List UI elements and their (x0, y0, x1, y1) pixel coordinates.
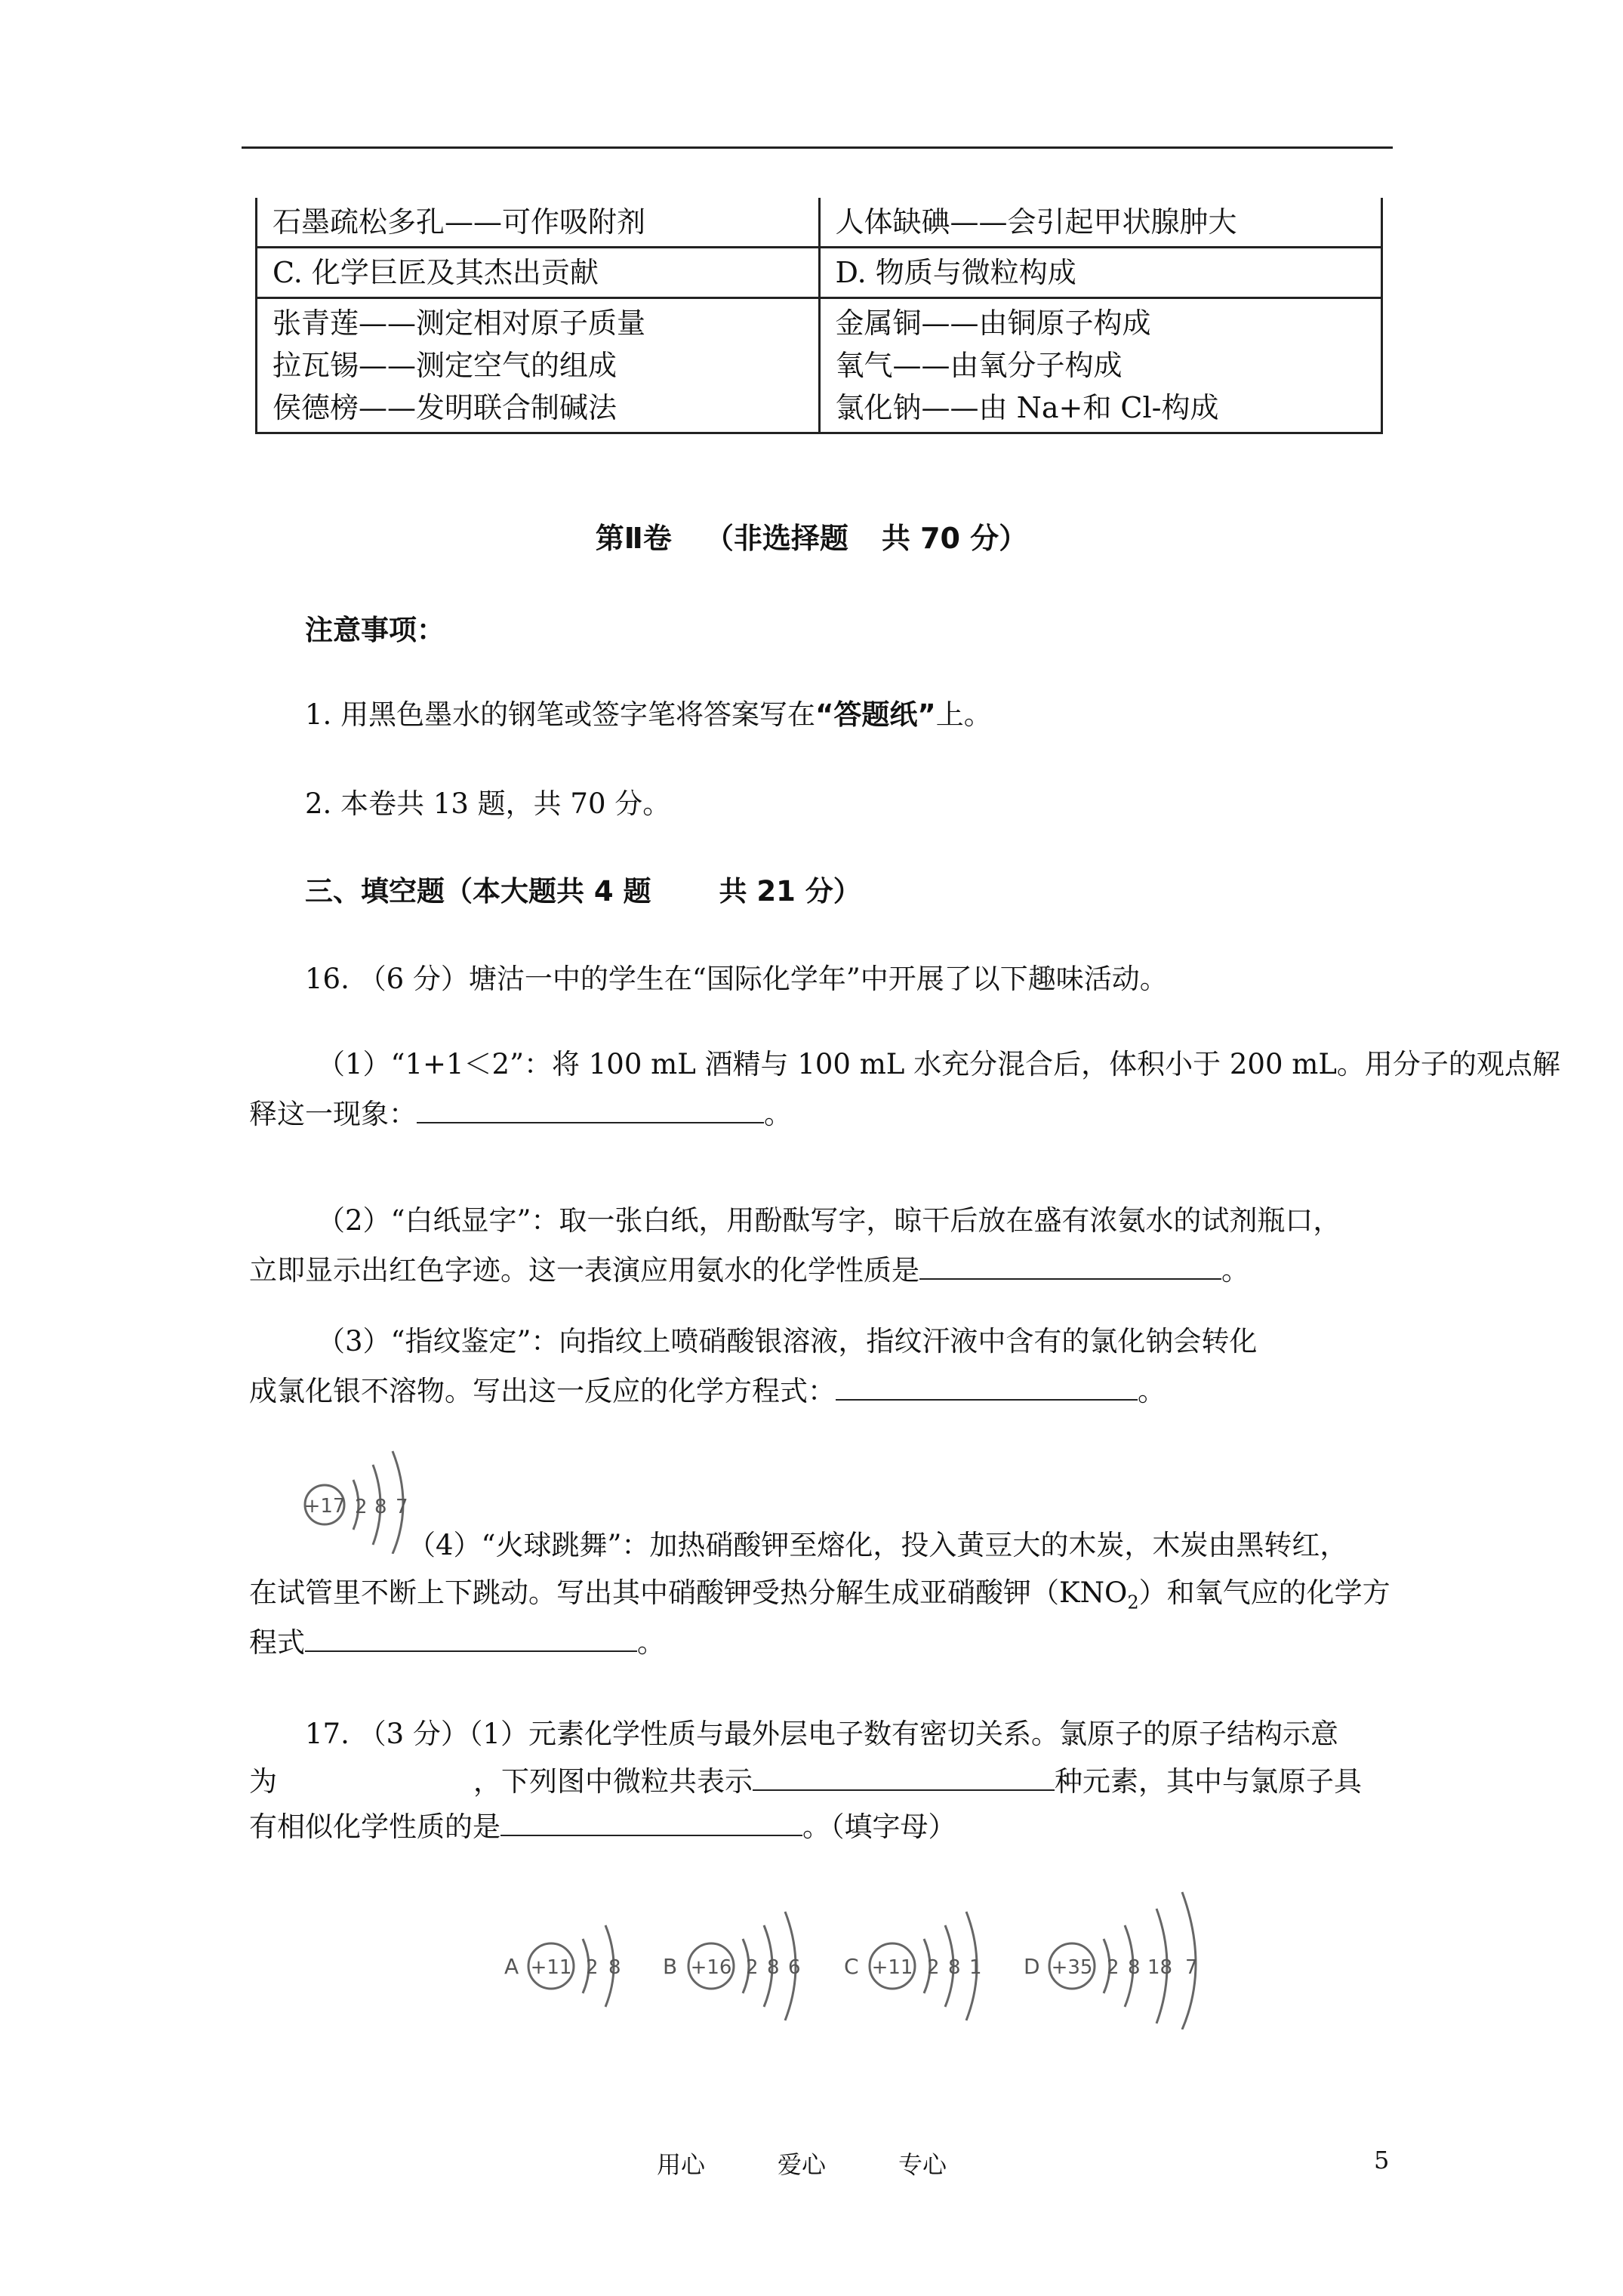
table-row (257, 298, 1382, 433)
shell-electrons: 8 (608, 1956, 621, 1979)
footer-word: 爱心 (778, 2150, 827, 2179)
nucleus-charge: +11 (871, 1956, 913, 1979)
particle-label: D (1024, 1954, 1040, 1979)
question-text: 程式 (249, 1626, 305, 1659)
table-text: 氯化钠——由 Na+和 Cl-构成 (835, 391, 1219, 424)
table-cell (819, 248, 1382, 298)
page-number: 5 (1374, 2146, 1390, 2174)
particle-label: C (844, 1954, 859, 1979)
q16-part4-line2 (249, 1574, 1390, 1621)
answer-blank[interactable] (753, 1761, 1055, 1791)
answer-blank[interactable] (417, 1093, 764, 1123)
notice-text: 上。 (935, 698, 992, 731)
question-text: 成氯化银不溶物。写出这一反应的化学方程式： (249, 1375, 836, 1407)
shell-electrons: 8 (948, 1956, 961, 1979)
particle-d (1024, 1892, 1198, 2029)
shell-electrons: 7 (396, 1496, 408, 1518)
notice-item-2: 2. 本卷共 13 题，共 70 分。 (305, 787, 671, 820)
notice-item-1 (305, 696, 992, 734)
particle-diagrams (483, 1886, 1238, 2029)
q16-part3-line1: （3）“指纹鉴定”：向指纹上喷硝酸银溶液，指纹汗液中含有的氯化钠会转化 (317, 1325, 1258, 1358)
answer-blank[interactable] (919, 1250, 1221, 1280)
question-text: 在试管里不断上下跳动。写出其中硝酸钾受热分解生成亚硝酸钾（KNO (249, 1576, 1128, 1609)
nucleus-charge: +35 (1051, 1956, 1093, 1979)
q16-part1-line2 (249, 1093, 792, 1133)
table-row (257, 248, 1382, 298)
table-text: 人体缺碘——会引起甲状腺肿大 (835, 205, 1237, 239)
shell-electrons: 1 (969, 1956, 982, 1979)
shell-electrons: 8 (1128, 1956, 1141, 1979)
shell-electrons: 7 (1185, 1956, 1198, 1979)
shell-electrons: 8 (374, 1496, 387, 1518)
period: 。 (1138, 1375, 1166, 1407)
shell-electrons: 6 (788, 1956, 801, 1979)
question-text: 释这一现象： (249, 1098, 417, 1130)
nucleus-charge: +11 (530, 1956, 572, 1979)
table-text: 石墨疏松多孔——可作吸附剂 (273, 205, 646, 239)
table-text: 张青莲——测定相对原子质量 (273, 307, 646, 340)
question-text: 为 (249, 1765, 277, 1798)
q16-part4-line3 (249, 1622, 665, 1662)
part-type: （非选择题 (704, 522, 848, 555)
q16-part4-line1: （4）“火球跳舞”：加热硝酸钾至熔化，投入黄豆大的木炭，木炭由黑转红， (408, 1529, 1348, 1561)
nucleus-charge: +17 (303, 1495, 346, 1518)
notice-title: 注意事项： (305, 614, 445, 646)
q16-part1-line1: （1）“1+1＜2”：将 100 mL 酒精与 100 mL 水充分混合后，体积小于 200 mL。用分子的观点解 (317, 1048, 1560, 1080)
answer-blank[interactable] (305, 1622, 637, 1652)
table-cell (257, 298, 820, 433)
question-text: 立即显示出红色字迹。这一表演应用氨水的化学性质是 (249, 1254, 919, 1287)
section-heading (0, 515, 1623, 556)
table-cell (257, 198, 820, 248)
q17-line2 (249, 1761, 1362, 1801)
footer-word: 用心 (657, 2150, 706, 2179)
option-d-header: D. 物质与微粒构成 (835, 256, 1076, 289)
table-text: 拉瓦锡——测定空气的组成 (273, 349, 617, 382)
section3-score: 共 21 分） (719, 875, 861, 908)
nucleus-charge: +16 (690, 1956, 732, 1979)
page-footer (657, 2146, 1019, 2180)
section3-title (305, 873, 861, 911)
shell-electrons: 2 (355, 1496, 368, 1518)
table-cell (257, 248, 820, 298)
q17-line1: 17. （3 分）（1）元素化学性质与最外层电子数有密切关系。氯原子的原子结构示意 (305, 1718, 1338, 1750)
answer-blank[interactable] (500, 1806, 802, 1836)
q17-line3 (249, 1806, 956, 1846)
footer-word: 专心 (898, 2150, 947, 2179)
particle-label: A (504, 1954, 519, 1979)
notice-emphasis: “答题纸” (815, 698, 936, 731)
table-text: 金属铜——由铜原子构成 (835, 307, 1151, 340)
table-row (257, 198, 1382, 248)
question-text: 。（填字母） (802, 1811, 956, 1843)
shell-electrons: 8 (767, 1956, 780, 1979)
shell-electrons: 2 (586, 1956, 599, 1979)
shell-electrons: 2 (1107, 1956, 1119, 1979)
q16-part2-line2 (249, 1250, 1249, 1290)
q16-part3-line2 (249, 1370, 1166, 1410)
option-c-header: C. 化学巨匠及其杰出贡献 (273, 256, 599, 289)
particle-label: B (663, 1954, 678, 1979)
particle-b (663, 1912, 801, 2020)
shell-electrons: 2 (746, 1956, 759, 1979)
q16-stem: 16. （6 分）塘沽一中的学生在“国际化学年”中开展了以下趣味活动。 (305, 963, 1168, 995)
shell-electrons: 18 (1147, 1956, 1173, 1979)
subscript: 2 (1127, 1592, 1139, 1613)
period: 。 (637, 1626, 665, 1659)
period: 。 (1221, 1254, 1249, 1287)
table-cell (819, 198, 1382, 248)
particle-c (844, 1912, 982, 2020)
table-cell (819, 298, 1382, 433)
shell-electrons: 2 (927, 1956, 940, 1979)
question-text: 种元素，其中与氯原子具 (1055, 1765, 1362, 1798)
section3-text: 三、填空题（本大题共 4 题 (305, 875, 651, 908)
part-label: 第Ⅱ卷 (595, 522, 672, 555)
question-text: 有相似化学性质的是 (249, 1811, 500, 1843)
particle-a (504, 1925, 621, 2007)
question-text: ）和氧气应的化学方 (1138, 1576, 1390, 1609)
q16-part2-line1: （2）“白纸显字”：取一张白纸，用酚酞写字，晾干后放在盛有浓氨水的试剂瓶口， (317, 1204, 1341, 1237)
notice-text: 1. 用黑色墨水的钢笔或签字笔将答案写在 (305, 698, 816, 731)
answer-blank[interactable] (836, 1370, 1138, 1401)
question-text: ，下列图中微粒共表示 (473, 1765, 753, 1798)
header-rule (242, 146, 1393, 149)
table-text: 氧气——由氧分子构成 (835, 349, 1123, 382)
options-table (255, 198, 1383, 434)
period: 。 (764, 1098, 792, 1130)
table-text: 侯德榜——发明联合制碱法 (273, 391, 617, 424)
part-score: 共 70 分） (881, 522, 1028, 555)
